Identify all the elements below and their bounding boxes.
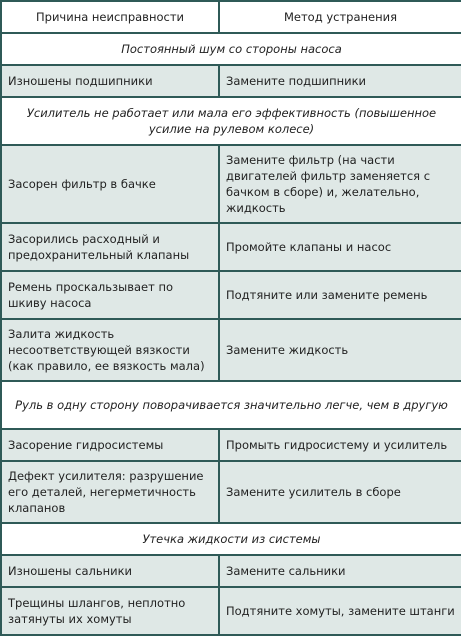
cause-cell: Засорились расходный и предохранительный клапаны: [1, 223, 219, 271]
cause-cell: Изношены сальники: [1, 555, 219, 587]
fix-cell: Подтяните хомуты, замените штанги: [219, 587, 461, 635]
cause-cell: Трещины шлангов, неплотно затянуты их хомуты: [1, 587, 219, 635]
fix-cell: Замените сальники: [219, 555, 461, 587]
section-row: [1, 97, 461, 145]
header-fix: Метод устранения: [219, 1, 461, 33]
section-title: Усилитель не работает или мала его эффективность (повышенное усилие на рулевом колесе): [1, 97, 461, 145]
table-row: [1, 555, 461, 587]
table-row: [1, 271, 461, 319]
table-row: [1, 461, 461, 523]
section-row: [1, 381, 461, 429]
table-row: [1, 587, 461, 635]
fix-cell: Подтяните или замените ремень: [219, 271, 461, 319]
cause-cell: Залита жидкость несоответствующей вязкости (как правило, ее вязкость мала): [1, 319, 219, 381]
fix-cell: Замените усилитель в сборе: [219, 461, 461, 523]
cause-cell: Изношены подшипники: [1, 65, 219, 97]
table-row: [1, 319, 461, 381]
section-row: [1, 33, 461, 65]
section-title: Постоянный шум со стороны насоса: [1, 33, 461, 65]
fix-cell: Замените подшипники: [219, 65, 461, 97]
fix-cell: Промыть гидросистему и усилитель: [219, 429, 461, 461]
table-row: [1, 429, 461, 461]
table-row: [1, 65, 461, 97]
fix-cell: Замените фильтр (на части двигателей фильтр заменяется с бачком в сборе) и, желательно, жидкость: [219, 145, 461, 223]
fix-cell: Промойте клапаны и насос: [219, 223, 461, 271]
header-cause: Причина неисправности: [1, 1, 219, 33]
header-row: [1, 1, 461, 33]
table-row: [1, 223, 461, 271]
fix-cell: Замените жидкость: [219, 319, 461, 381]
cause-cell: Дефект усилителя: разрушение его деталей, негерметичность клапанов: [1, 461, 219, 523]
section-title: Руль в одну сторону поворачивается значительно легче, чем в другую: [1, 381, 461, 429]
cause-cell: Ремень проскальзывает по шкиву насоса: [1, 271, 219, 319]
cause-cell: Засорение гидросистемы: [1, 429, 219, 461]
section-title: Утечка жидкости из системы: [1, 523, 461, 555]
cause-cell: Засорен фильтр в бачке: [1, 145, 219, 223]
section-row: [1, 523, 461, 555]
table-row: [1, 145, 461, 223]
